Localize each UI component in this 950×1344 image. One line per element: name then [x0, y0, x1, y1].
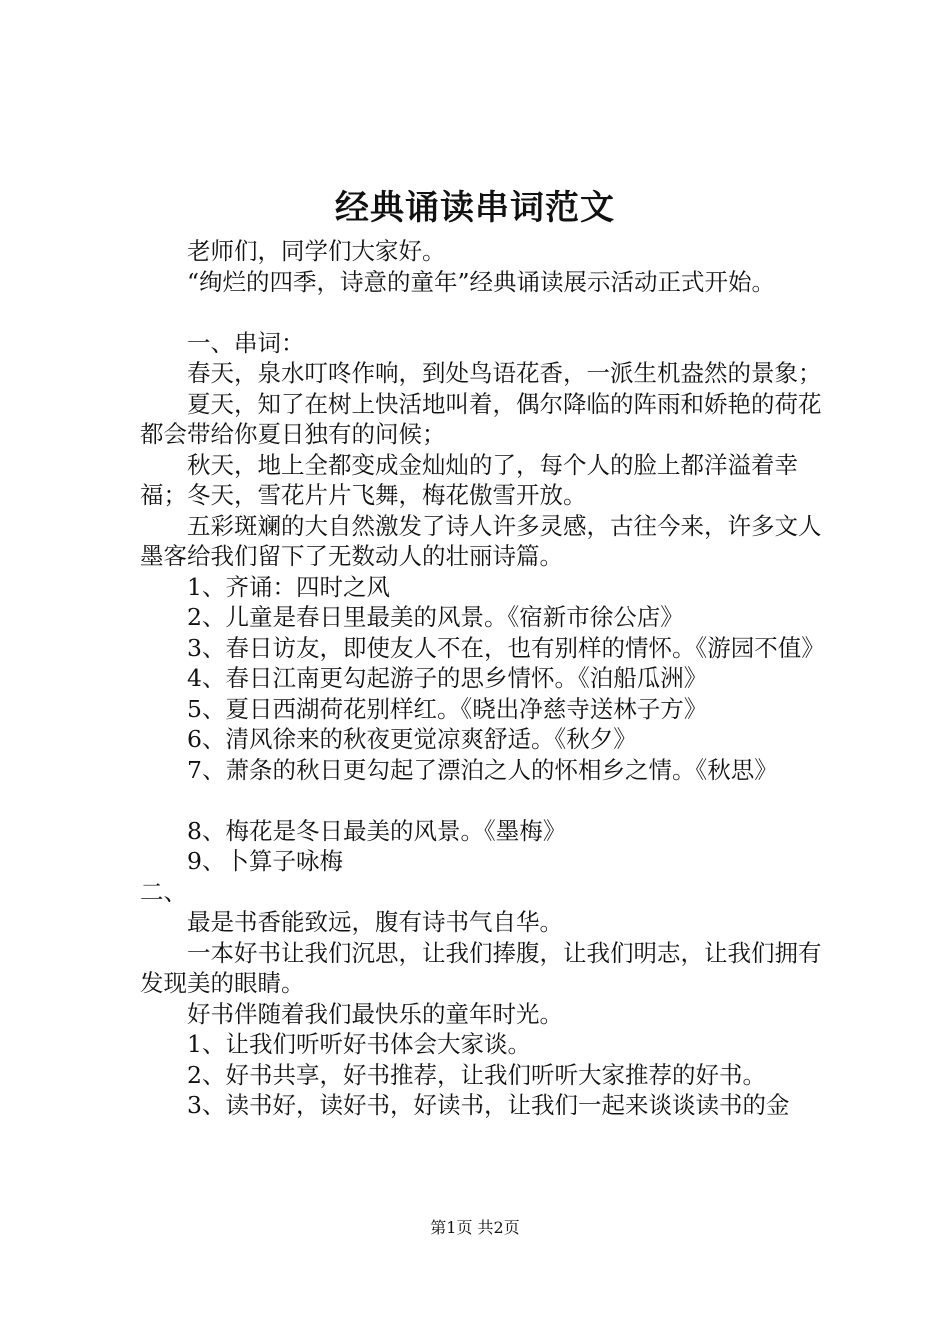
paragraph: 春天，泉水叮咚作响，到处鸟语花香，一派生机盎然的景象；: [187, 359, 822, 387]
paragraph: “绚烂的四季，诗意的童年”经典诵读展示活动正式开始。: [187, 267, 776, 296]
blank-line: [140, 297, 840, 328]
list-item: 2、儿童是春日里最美的风景。《宿新市徐公店》: [187, 603, 684, 631]
paragraph: 五彩斑斓的大自然激发了诗人许多灵感，古往今来，许多文人墨客给我们留下了无数动人的壮丽诗篇。: [140, 511, 822, 570]
page-footer: 第1页 共2页: [430, 1218, 520, 1237]
section-heading: 二、: [140, 877, 187, 906]
paragraph: 老师们，同学们大家好。: [187, 237, 446, 265]
list-item: 1、齐诵：四时之风: [187, 572, 390, 601]
list-item: 7、萧条的秋日更勾起了漂泊之人的怀相乡之情。《秋思》: [187, 755, 778, 784]
paragraph: 夏天，知了在树上快活地叫着，偶尔降临的阵雨和娇艳的荷花都会带给你夏日独有的问候；: [140, 389, 822, 448]
list-item: 4、春日江南更勾起游子的思乡情怀。《泊船瓜洲》: [187, 664, 708, 692]
list-item: 3、春日访友，即使友人不在，也有别样的情怀。《游园不值》: [187, 633, 825, 662]
paragraph: 最是书香能致远，腹有诗书气自华。: [187, 908, 563, 936]
list-item: 5、夏日西湖荷花别样红。《晓出净慈寺送林子方》: [187, 694, 708, 723]
paragraph: 秋天，地上全都变成金灿灿的了，每个人的脸上都洋溢着幸福；冬天，雪花片片飞舞，梅花傲雪开放。: [140, 450, 798, 509]
list-item: 3、读书好，读好书，好读书，让我们一起来谈谈读书的金: [187, 1091, 790, 1119]
list-item: 9、卜算子咏梅: [187, 847, 343, 875]
section-heading: 一、串词：: [187, 328, 305, 357]
list-item: 8、梅花是冬日最美的风景。《墨梅》: [187, 816, 567, 845]
document-title: 经典诵读串词范文: [335, 188, 615, 228]
blank-line: [140, 785, 840, 816]
list-item: 2、好书共享，好书推荐，让我们听听大家推荐的好书。: [187, 1060, 766, 1089]
document-body: [140, 236, 840, 1121]
paragraph: 好书伴随着我们最快乐的童年时光。: [187, 999, 563, 1028]
list-item: 6、清风徐来的秋夜更觉凉爽舒适。《秋夕》: [187, 725, 637, 753]
paragraph: 一本好书让我们沉思，让我们捧腹，让我们明志，让我们拥有发现美的眼睛。: [140, 938, 822, 997]
list-item: 1、让我们听听好书体会大家谈。: [187, 1030, 531, 1058]
